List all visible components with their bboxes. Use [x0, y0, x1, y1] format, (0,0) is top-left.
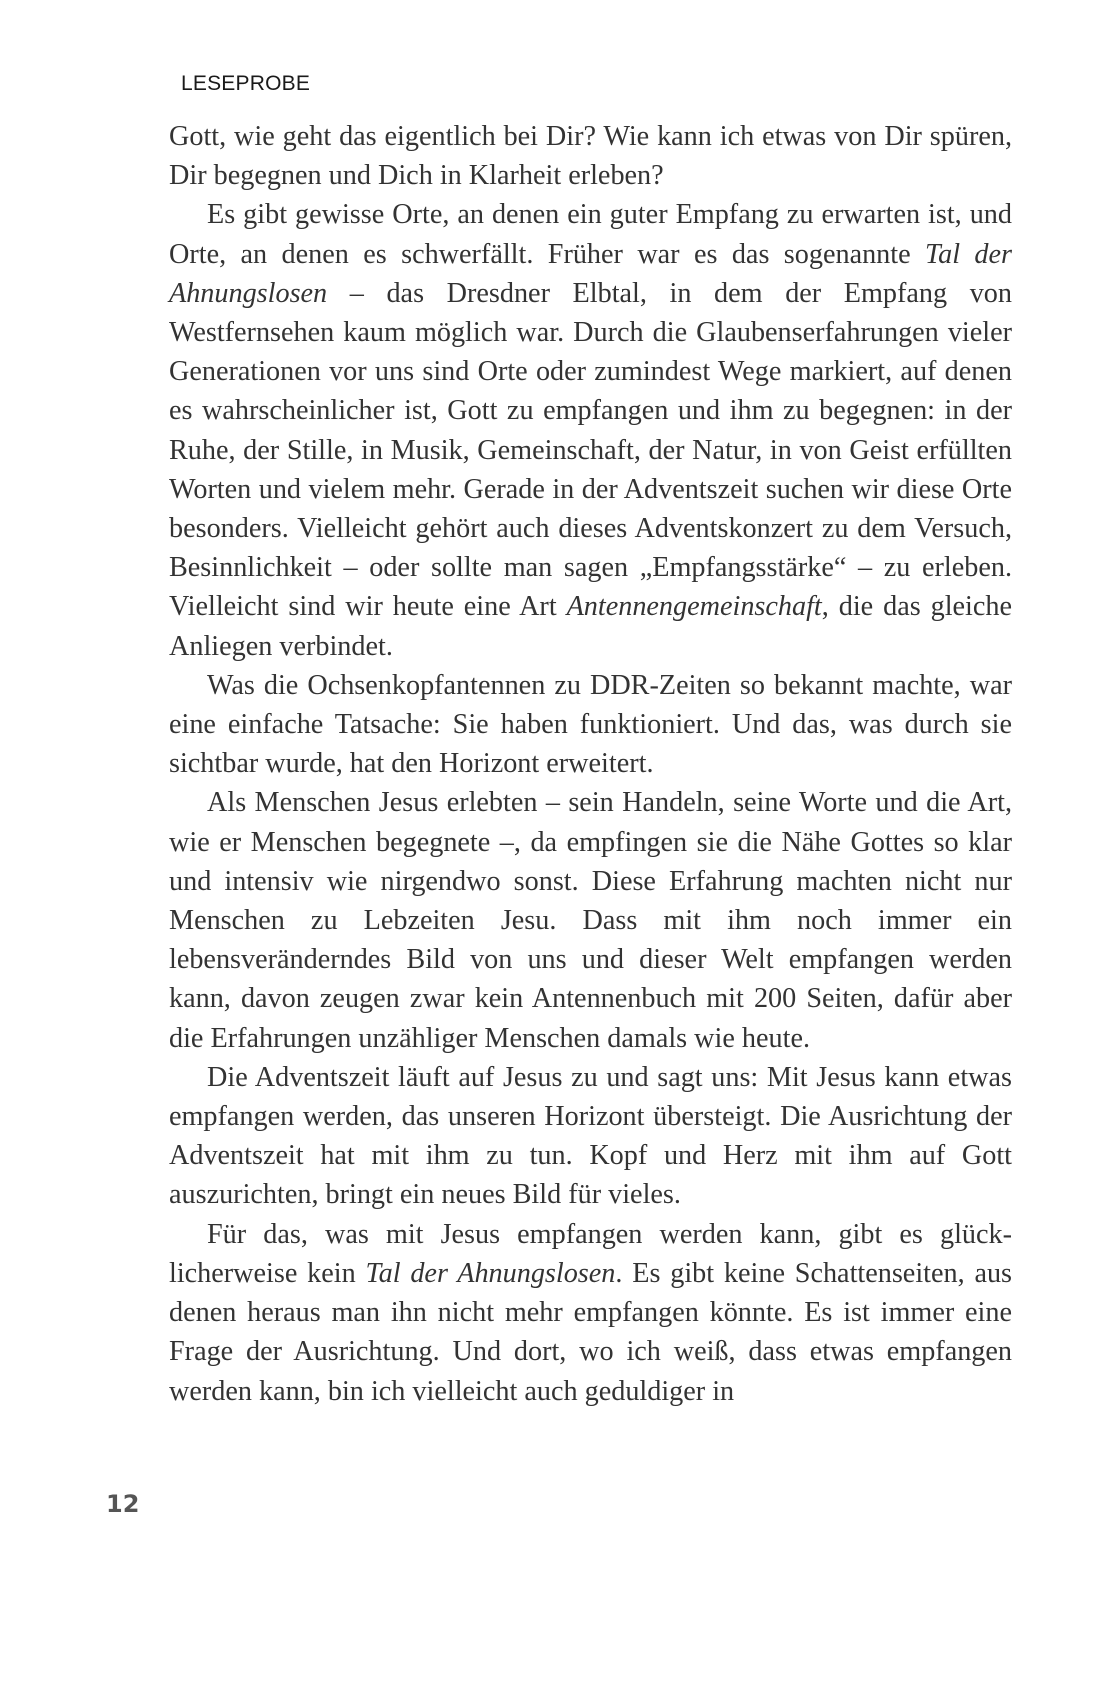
paragraph-3 [169, 666, 1012, 784]
italic-term: Tal der Ahnungslosen [365, 1257, 616, 1289]
paragraph-1 [169, 117, 1012, 195]
paragraph-text: , die das gleiche Anliegen verbindet. [169, 591, 1012, 662]
paragraph-4 [169, 783, 1012, 1057]
paragraph-text: Was die Ochsenkopfantennen zu DDR-Zeiten so bekannt machte, war eine einfache Tatsache: Sie haben funktioniert. Und das, was durch sie sichtbar wurde, hat den Horizont erweitert. [169, 669, 1012, 780]
paragraph-text: – das Dresdner Elbtal, in dem der Empfang von Westfernsehen kaum möglich war. Durch die Glaubenserfahrungen vieler Generationen vor uns sind Orte oder zumindest Wege markiert, auf denen es wahrscheinlicher ist, Gott zu empfangen und ihm zu begegnen: in der Ruhe, der Stille, in Musik, Gemeinschaft, der Natur, in von Geist erfüllten Worten und vielem mehr. Gerade in der Adventszeit suchen wir diese Orte besonders. Vielleicht gehört auch dieses Adventskonzert zu dem Versuch, Besinnlichkeit – oder sollte man sagen „Empfangsstärke“ – zu erleben. Vielleicht sind wir heute eine Art [169, 277, 1012, 623]
body-text [169, 117, 1012, 1411]
paragraph-2 [169, 195, 1012, 665]
paragraph-text: Als Menschen Jesus erlebten – sein Handeln, seine Worte und die Art, wie er Menschen begegnete –, da empfingen sie die Nähe Gottes so klar und intensiv wie nirgendwo sonst. Diese Erfahrung machten nicht nur Menschen zu Lebzeiten Jesu. Dass mit ihm noch immer ein lebensveränderndes Bild von uns und dieser Welt empfangen werden kann, davon zeugen zwar kein Antennenbuch mit 200 Seiten, dafür aber die Erfahrungen unzähliger Menschen damals wie heute. [169, 787, 1012, 1054]
paragraph-text: Es gibt gewisse Orte, an denen ein guter Empfang zu erwarten ist, und Orte, an denen es schwerfällt. Früher war es das sogenannte [169, 199, 1012, 270]
page-number: 12 [106, 1490, 140, 1518]
italic-term: Tal der Ahnungslosen [169, 238, 1012, 309]
italic-term: Antennengemeinschaft [566, 591, 822, 623]
paragraph-text: Für das, was mit Jesus empfangen werden kann, gibt es glücklicherweise kein [169, 1218, 1012, 1289]
paragraph-text: Gott, wie geht das eigentlich bei Dir? Wie kann ich etwas von Dir spüren, Dir begegnen und Dich in Klarheit erleben? [169, 121, 1012, 192]
paragraph-5 [169, 1058, 1012, 1215]
paragraph-text: Die Adventszeit läuft auf Jesus zu und sagt uns: Mit Jesus kann etwas empfangen werden, das unseren Horizont übersteigt. Die Ausrichtung der Adventszeit hat mit ihm zu tun. Kopf und Herz mit ihm auf Gott auszurichten, bringt ein neues Bild für vieles. [169, 1061, 1012, 1211]
paragraph-text: . Es gibt keine Schattenseiten, aus denen heraus man ihn nicht mehr empfangen könnte. Es ist immer eine Frage der Ausrichtung. Und dort, wo ich weiß, dass etwas empfangen werden kann, bin ich vielleicht auch geduldiger in [169, 1257, 1013, 1407]
running-header: LESEPROBE [181, 72, 311, 95]
paragraph-6 [169, 1215, 1012, 1411]
